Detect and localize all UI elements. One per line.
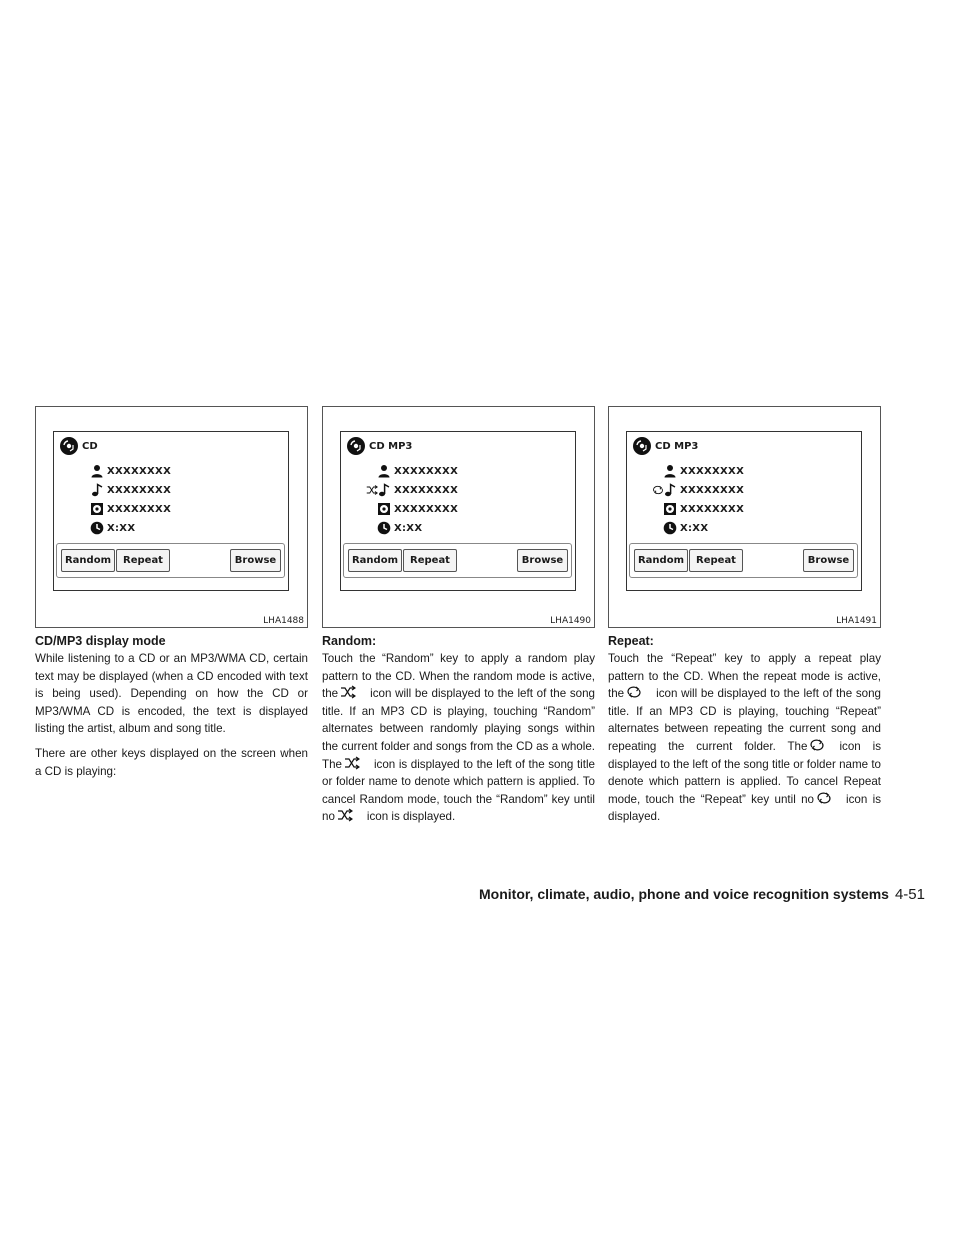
song-row — [663, 482, 744, 498]
screen-display — [626, 431, 862, 591]
paragraph-text: Touch the “Repeat” key to apply a repeat play pattern to the CD. When the repeat mode is active, the — [608, 652, 881, 701]
clock-icon — [90, 521, 104, 535]
album-text: XXXXXXXX — [107, 503, 172, 515]
repeat-button[interactable]: Repeat — [403, 549, 457, 572]
figure-code: LHA1491 — [836, 616, 877, 626]
section-title: Monitor, climate, audio, phone and voice recognition systems — [479, 886, 889, 902]
time-row — [663, 520, 708, 536]
random-button[interactable]: Random — [61, 549, 115, 572]
repeat-icon — [626, 685, 642, 699]
column-left — [35, 406, 308, 787]
screen-header — [632, 436, 698, 456]
paragraph-text: icon is displayed to the left of the song title or folder name to denote which pattern is applied. To cancel Repeat mode, touch the “Repeat” key until no — [608, 739, 881, 806]
paragraph-text: icon will be displayed to the left of the song title. If an MP3 CD is playing, touching “Random” alternates between randomly playing songs within the current folder and songs from the CD as a whole. The — [322, 687, 595, 771]
paragraph-text: icon is displayed. — [366, 810, 456, 824]
page-number: 4-51 — [894, 886, 925, 903]
screen-header — [59, 436, 98, 456]
figure-code: LHA1488 — [263, 616, 304, 626]
song-text: XXXXXXXX — [680, 484, 745, 496]
paragraph-text: icon is displayed. — [608, 792, 881, 824]
button-bar — [343, 543, 572, 578]
paragraph: While listening to a CD or an MP3/WMA CD, certain text may be displayed (when a CD encoded with text is being used). Depending on how the CD or MP3/WMA CD is encoded, the text is displayed listing the artist, album and song title. — [35, 652, 308, 736]
page-footer — [425, 886, 925, 903]
paragraph: There are other keys displayed on the screen when a CD is playing: — [35, 746, 308, 778]
time-row — [377, 520, 422, 536]
disc-icon — [346, 436, 366, 456]
disc-icon — [632, 436, 652, 456]
paragraph-text: icon is displayed to the left of the song title or folder name to denote which pattern is applied. To cancel Random mode, touch the “Random” key until no — [322, 757, 595, 824]
artist-text: XXXXXXXX — [107, 465, 172, 477]
artist-icon — [663, 464, 677, 478]
album-row — [663, 501, 744, 517]
music-note-icon — [377, 483, 391, 497]
button-bar — [56, 543, 285, 578]
paragraph-text: Touch the “Random” key to apply a random play pattern to the CD. When the random mode is active, the — [322, 652, 595, 701]
browse-button[interactable]: Browse — [803, 549, 854, 572]
section-heading: Repeat: — [608, 634, 654, 648]
figure-cd-display — [35, 406, 308, 628]
artist-row — [377, 463, 458, 479]
section-heading: Random: — [322, 634, 377, 648]
screen-display — [53, 431, 289, 591]
browse-button[interactable]: Browse — [517, 549, 568, 572]
song-row — [377, 482, 458, 498]
random-button[interactable]: Random — [634, 549, 688, 572]
repeat-icon — [809, 738, 825, 752]
paragraph — [608, 650, 881, 826]
random-button[interactable]: Random — [348, 549, 402, 572]
random-icon — [344, 756, 360, 770]
repeat-button[interactable]: Repeat — [116, 549, 170, 572]
repeat-button[interactable]: Repeat — [689, 549, 743, 572]
screen-header — [346, 436, 412, 456]
repeat-icon — [816, 791, 832, 805]
figure-code: LHA1490 — [550, 616, 591, 626]
repeat-icon — [652, 484, 664, 496]
browse-button[interactable]: Browse — [230, 549, 281, 572]
time-text: X:XX — [680, 522, 709, 534]
time-row — [90, 520, 135, 536]
album-icon — [663, 502, 677, 516]
artist-icon — [377, 464, 391, 478]
paragraph-text: icon will be displayed to the left of the song title. If an MP3 CD is playing, touching “Repeat” alternates between repeating the current song and repeating the current folder. The — [608, 687, 881, 753]
album-text: XXXXXXXX — [394, 503, 459, 515]
time-text: X:XX — [394, 522, 423, 534]
artist-text: XXXXXXXX — [680, 465, 745, 477]
song-row — [90, 482, 171, 498]
random-icon — [337, 808, 353, 822]
artist-text: XXXXXXXX — [394, 465, 459, 477]
music-note-icon — [663, 483, 677, 497]
album-row — [377, 501, 458, 517]
song-text: XXXXXXXX — [394, 484, 459, 496]
column-right — [608, 406, 881, 833]
album-text: XXXXXXXX — [680, 503, 745, 515]
section-heading: CD/MP3 display mode — [35, 634, 166, 648]
screen-title: CD MP3 — [655, 440, 699, 452]
figure-repeat-display — [608, 406, 881, 628]
column-middle — [322, 406, 595, 833]
figure-random-display — [322, 406, 595, 628]
album-icon — [377, 502, 391, 516]
random-icon — [340, 685, 356, 699]
disc-icon — [59, 436, 79, 456]
clock-icon — [663, 521, 677, 535]
random-icon — [366, 484, 378, 496]
song-text: XXXXXXXX — [107, 484, 172, 496]
screen-title: CD MP3 — [369, 440, 413, 452]
artist-icon — [90, 464, 104, 478]
music-note-icon — [90, 483, 104, 497]
artist-row — [663, 463, 744, 479]
button-bar — [629, 543, 858, 578]
screen-display — [340, 431, 576, 591]
album-row — [90, 501, 171, 517]
screen-title: CD — [82, 440, 98, 452]
time-text: X:XX — [107, 522, 136, 534]
artist-row — [90, 463, 171, 479]
album-icon — [90, 502, 104, 516]
clock-icon — [377, 521, 391, 535]
paragraph — [322, 650, 595, 826]
